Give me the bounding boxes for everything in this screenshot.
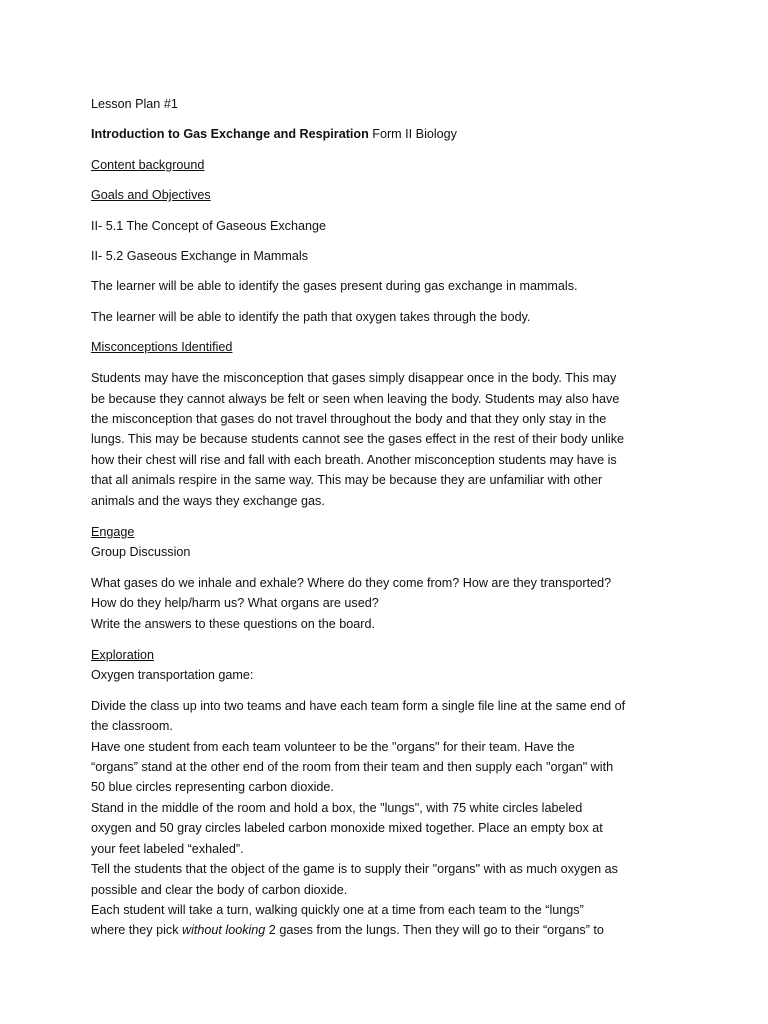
text-line: the misconception that gases do not travel throughout the body and that they only stay in the: [91, 411, 607, 426]
text-line: What gases do we inhale and exhale? Where do they come from? How are they transported?: [91, 575, 612, 590]
learner-objective-1: The learner will be able to identify the gases present during gas exchange in mammals.: [91, 279, 578, 294]
objective-2: II- 5.2 Gaseous Exchange in Mammals: [91, 249, 308, 264]
exploration-subheading: Oxygen transportation game:: [91, 667, 254, 682]
lesson-label: Lesson Plan #1: [91, 97, 178, 111]
engage-subheading: Group Discussion: [91, 544, 191, 559]
lesson-title-bold: Introduction to Gas Exchange and Respiration: [91, 127, 369, 142]
text-line: that all animals respire in the same way. This may be because they are unfamiliar with other: [91, 473, 603, 488]
text-line-end: 2 gases from the lungs. Then they will go to their “organs” to: [265, 923, 604, 938]
engage-section: [91, 522, 691, 563]
lesson-title: [91, 124, 691, 144]
exploration-section: [91, 645, 691, 686]
lesson-title-subject: Form II Biology: [368, 127, 457, 142]
lesson-plan-page: [91, 94, 691, 941]
misconceptions-heading: Misconceptions Identified: [91, 340, 233, 355]
text-line: possible and clear the body of carbon dioxide.: [91, 882, 348, 897]
exploration-heading: Exploration: [91, 647, 155, 662]
text-line: animals and the ways they exchange gas.: [91, 493, 325, 508]
text-line: how their chest will rise and fall with each breath. Another misconception students may have is: [91, 452, 617, 467]
text-line: Write the answers to these questions on the board.: [91, 616, 375, 631]
text-line-start: where they pick: [91, 923, 182, 938]
engage-questions: [91, 573, 691, 634]
text-line: the classroom.: [91, 719, 173, 734]
content-background-heading: Content background: [91, 157, 205, 172]
text-line: Divide the class up into two teams and have each team form a single file line at the same end of: [91, 698, 626, 713]
text-line: 50 blue circles representing carbon dioxide.: [91, 780, 334, 795]
goals-heading: Goals and Objectives: [91, 188, 211, 203]
text-line: Have one student from each team volunteer to be the "organs" for their team. Have the: [91, 739, 575, 754]
text-line: Stand in the middle of the room and hold a box, the "lungs", with 75 white circles labeled: [91, 800, 583, 815]
misconceptions-paragraph: [91, 368, 691, 511]
text-line: be because they cannot always be felt or seen when leaving the body. Students may also have: [91, 391, 620, 406]
text-line: oxygen and 50 gray circles labeled carbon monoxide mixed together. Place an empty box at: [91, 821, 603, 836]
text-line: your feet labeled “exhaled”.: [91, 841, 244, 856]
text-line: Tell the students that the object of the game is to supply their "organs" with as much oxygen as: [91, 862, 618, 877]
text-line: lungs. This may be because students cannot see the gases effect in the rest of their body unlike: [91, 432, 624, 447]
objective-1: II- 5.1 The Concept of Gaseous Exchange: [91, 218, 326, 233]
emphasis-without-looking: without looking: [182, 923, 266, 938]
text-line: “organs” stand at the other end of the room from their team and then supply each "organ" with: [91, 760, 614, 775]
learner-objective-2: The learner will be able to identify the path that oxygen takes through the body.: [91, 309, 531, 324]
text-line: [91, 920, 691, 940]
text-line: Students may have the misconception that gases simply disappear once in the body. This may: [91, 371, 617, 386]
text-line: How do they help/harm us? What organs are used?: [91, 596, 379, 611]
text-line: Each student will take a turn, walking quickly one at a time from each team to the “lungs”: [91, 902, 584, 917]
engage-heading: Engage: [91, 524, 135, 539]
exploration-instructions: [91, 696, 691, 941]
